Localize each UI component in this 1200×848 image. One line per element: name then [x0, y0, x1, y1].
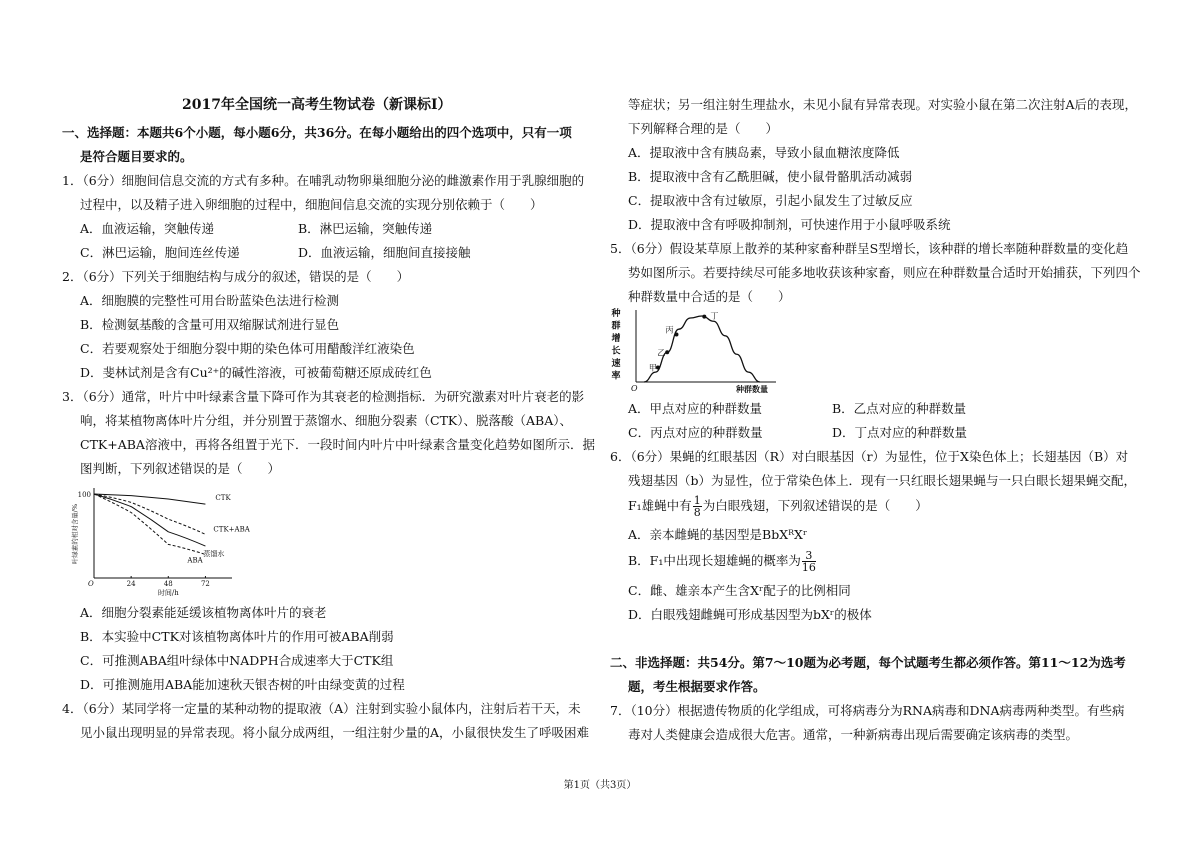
q4-stem-line3: 等症状；另一组注射生理盐水，未见小鼠有异常表现。对实验小鼠在第二次注射A后的表现， — [628, 97, 1138, 112]
point-3 — [702, 315, 706, 319]
origin-label: O — [88, 580, 94, 588]
q1-stem-line1: 1．（6分）细胞间信息交流的方式有多种。在哺乳动物卵巢细胞分泌的雌激素作用于乳腺细胞的 — [62, 173, 585, 188]
q1-option-b: B．淋巴运输，突触传递 — [298, 221, 433, 236]
x-tick-label: 72 — [200, 580, 210, 588]
page-footer: 第1页（共3页） — [563, 780, 637, 791]
section1-heading: 一、选择题：本题共6个小题，每小题6分，共36分。在每小题给出的四个选项中，只有一项 — [62, 125, 572, 140]
series-line-3 — [94, 494, 205, 554]
q4-option-d: D．提取液中含有呼吸抑制剂，可快速作用于小鼠呼吸系统 — [628, 217, 951, 232]
origin-label: O — [631, 384, 638, 393]
series-label: 蒸馏水 — [203, 550, 225, 559]
q3-option-a: A．细胞分裂素能延缓该植物离体叶片的衰老 — [80, 605, 327, 620]
q3-option-d: D．可推测施用ABA能加速秋天银杏树的叶由绿变黄的过程 — [80, 677, 405, 692]
q5-option-a: A．甲点对应的种群数量 — [628, 401, 763, 416]
q6-option-d: D．白眼残翅雌蝇可形成基因型为bXʳ的极体 — [628, 607, 872, 622]
q6-stem-line3 — [628, 494, 928, 518]
q4-option-b: B．提取液中含有乙酰胆碱，使小鼠骨骼肌活动减弱 — [628, 169, 913, 184]
fraction-numerator: 3 — [802, 550, 816, 562]
section2-heading: 二、非选择题：共54分。第7～10题为必考题，每个试题考生都必须作答。第11～12为选考 — [610, 655, 1126, 670]
q6-stem-line3-post: 为白眼残翅，下列叙述错误的是（ ） — [702, 498, 928, 513]
fraction-denominator: 16 — [801, 561, 816, 574]
q6-option-b — [628, 549, 817, 573]
q6-stem-line1: 6．（6分）果蝇的红眼基因（R）对白眼基因（r）为显性，位于X染色体上；长翅基因（B）对 — [610, 449, 1129, 464]
q6-option-a: A．亲本雌蝇的基因型是BbXᴿXʳ — [628, 527, 808, 542]
fraction-denominator: 8 — [693, 506, 701, 519]
q2-option-c: C．若要观察处于细胞分裂中期的染色体可用醋酸洋红液染色 — [80, 341, 415, 356]
q2-option-b: B．检测氨基酸的含量可用双缩脲试剂进行显色 — [80, 317, 340, 332]
q4-stem-line4: 下列解释合理的是（ ） — [628, 121, 779, 136]
y-axis-label-char: 长 — [611, 346, 621, 357]
q4-stem-line2: 见小鼠出现明显的异常表现。将小鼠分成两组，一组注射少量的A，小鼠很快发生了呼吸困难 — [80, 725, 590, 740]
q3-option-b: B．本实验中CTK对该植物离体叶片的作用可被ABA削弱 — [80, 629, 394, 644]
q3-stem-line1: 3．（6分）通常，叶片中叶绿素含量下降可作为其衰老的检测指标．为研究激素对叶片衰老的影 — [62, 389, 585, 404]
y-axis-label-char: 速 — [611, 359, 621, 369]
x-axis-label: 时间/h — [157, 589, 179, 596]
point-label: 甲 — [648, 363, 657, 373]
q3-stem-line3: CTK+ABA溶液中，再将各组置于光下．一段时间内叶片中叶绿素含量变化趋势如图所示．据 — [80, 437, 595, 452]
q3-option-c: C．可推测ABA组叶绿体中NADPH合成速率大于CTK组 — [80, 653, 394, 668]
point-1 — [665, 350, 669, 354]
q2-stem: 2．（6分）下列关于细胞结构与成分的叙述，错误的是（ ） — [62, 269, 410, 284]
series-label: ABA — [187, 556, 203, 565]
point-2 — [674, 332, 678, 336]
fraction-numerator: 1 — [693, 494, 701, 507]
q4-stem-line1: 4．（6分）某同学将一定量的某种动物的提取液（A）注射到实验小鼠体内，注射后若干天，未 — [62, 701, 581, 716]
q5-stem-line2: 势如图所示。若要持续尽可能多地收获该种家畜，则应在种群数量合适时开始捕获，下列四个 — [628, 265, 1141, 280]
series-label: CTK — [215, 494, 231, 503]
x-tick-label: 48 — [163, 580, 173, 588]
point-label: 丙 — [665, 325, 674, 335]
q5-option-c: C．丙点对应的种群数量 — [628, 425, 763, 440]
y-axis-label-char: 群 — [611, 321, 621, 332]
q1-stem-line2: 过程中，以及精子进入卵细胞的过程中，细胞间信息交流的实现分别依赖于（ ） — [80, 197, 543, 212]
q5-stem-line1: 5．（6分）假设某草原上散养的某种家畜种群呈S型增长，该种群的增长率随种群数量的变化趋 — [610, 241, 1129, 256]
y-axis-label-char: 增 — [611, 334, 621, 344]
page-title: 2017年全国统一高考生物试卷（新课标I） — [182, 97, 452, 113]
q1-option-d: D．血液运输，细胞间直接接触 — [298, 245, 471, 260]
series-label: CTK+ABA — [213, 525, 250, 534]
fraction-one-eighth — [693, 495, 702, 518]
q6-stem-line2: 残翅基因（b）为显性，位于常染色体上．现有一只红眼长翅果蝇与一只白眼长翅果蝇交配， — [628, 473, 1137, 488]
q4-option-a: A．提取液中含有胰岛素，导致小鼠血糖浓度降低 — [628, 145, 900, 160]
point-label: 乙 — [657, 348, 666, 358]
y-axis-label-char: 种 — [611, 309, 621, 319]
q3-stem-line2: 响，将某植物离体叶片分组，并分别置于蒸馏水、细胞分裂素（CTK）、脱落酸（ABA）、 — [80, 413, 572, 428]
q7-stem-line1: 7．（10分）根据遗传物质的化学组成，可将病毒分为RNA病毒和DNA病毒两种类型。有些病 — [610, 703, 1125, 718]
q5-option-b: B．乙点对应的种群数量 — [832, 401, 967, 416]
q1-option-a: A．血液运输，突触传递 — [80, 221, 215, 236]
section1-heading-cont: 是符合题目要求的。 — [80, 149, 193, 164]
q5-stem-line3: 种群数量中合适的是（ ） — [628, 289, 791, 304]
y-tick-label: 100 — [77, 491, 91, 499]
point-label: 丁 — [710, 311, 719, 321]
q7-stem-line2: 毒对人类健康会造成很大危害。通常，一种新病毒出现后需要确定该病毒的类型。 — [628, 727, 1079, 742]
q2-option-d: D．斐林试剂是含有Cu²⁺的碱性溶液，可被葡萄糖还原成砖红色 — [80, 365, 432, 380]
q1-option-c: C．淋巴运输，胞间连丝传递 — [80, 245, 240, 260]
x-axis-label: 种群数量 — [736, 384, 768, 394]
q3-stem-line4: 图判断，下列叙述错误的是（ ） — [80, 461, 281, 476]
q4-option-c: C．提取液中含有过敏原，引起小鼠发生了过敏反应 — [628, 193, 913, 208]
y-axis-label: 叶绿素的相对含量/% — [71, 503, 79, 565]
q6-option-c: C．雌、雄亲本产生含Xʳ配子的比例相同 — [628, 583, 851, 598]
q5-option-d: D．丁点对应的种群数量 — [832, 425, 968, 440]
fraction-three-sixteenths — [802, 550, 816, 573]
growth-rate-chart — [608, 306, 788, 394]
y-axis-label-char: 率 — [611, 371, 621, 382]
x-tick-label: 24 — [126, 580, 136, 588]
q6-option-b-text: B．F₁中出现长翅雄蝇的概率为 — [628, 553, 801, 568]
q6-stem-line3-pre: F₁雄蝇中有 — [628, 498, 692, 513]
q2-option-a: A．细胞膜的完整性可用台盼蓝染色法进行检测 — [80, 293, 340, 308]
section2-heading-cont: 题，考生根据要求作答。 — [628, 679, 766, 694]
chlorophyll-chart — [68, 484, 258, 596]
